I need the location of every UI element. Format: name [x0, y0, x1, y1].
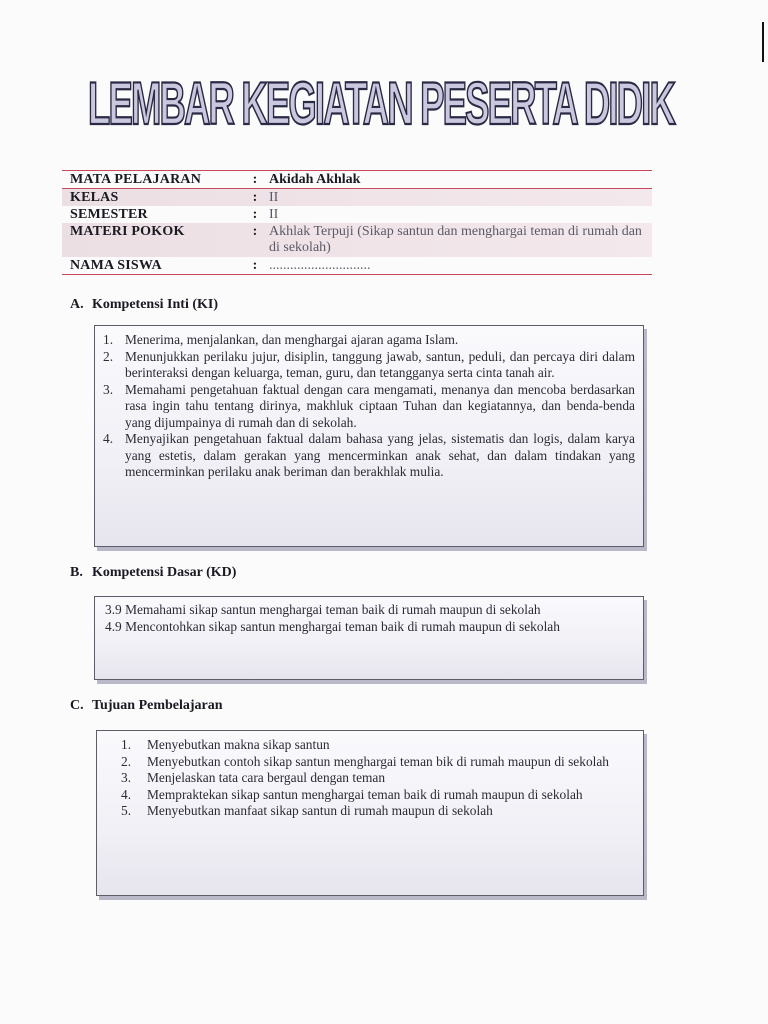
- item-number: 2.: [103, 348, 114, 364]
- item-text: Menyebutkan manfaat sikap santun di rumah maupun di sekolah: [147, 803, 493, 818]
- identity-table: [62, 170, 652, 275]
- identity-value: II: [269, 207, 279, 222]
- list-item: [121, 803, 633, 820]
- page-title: [86, 62, 678, 142]
- item-text: Menyajikan pengetahuan faktual dalam bahasa yang jelas, sistematis dan logis, dalam karya yang estetis, dalam gerakan yang mencerminkan anak sehat, dan dalam tindakan yang mencerminkan perilaku anak beriman dan berakhlak mulia.: [125, 431, 635, 479]
- identity-row-materi-pokok: [62, 223, 652, 257]
- item-number: 4.: [121, 786, 132, 802]
- section-title: Kompetensi Inti (KI): [92, 297, 218, 312]
- kd-item: 4.9 Mencontohkan sikap santun menghargai teman baik di rumah maupun di sekolah: [105, 618, 560, 634]
- item-number: 1.: [121, 737, 132, 752]
- section-heading-tp: [70, 698, 223, 714]
- identity-row-nama-siswa: [62, 257, 652, 275]
- section-title: Kompetensi Dasar (KD): [92, 565, 237, 580]
- section-letter: B.: [70, 565, 83, 580]
- item-text: Menjelaskan tata cara bergaul dengan teman: [147, 770, 386, 785]
- page-title-graphic: [86, 62, 678, 142]
- list-item: [103, 332, 635, 349]
- identity-colon: :: [252, 172, 258, 187]
- item-text: Menyebutkan makna sikap santun: [147, 737, 330, 752]
- identity-key: NAMA SISWA: [70, 258, 162, 273]
- identity-colon: :: [252, 207, 258, 222]
- section-heading-kd: [70, 565, 236, 581]
- identity-colon: :: [252, 224, 258, 239]
- name-blank: .............................: [269, 258, 371, 273]
- identity-colon: :: [252, 190, 258, 205]
- list-item: [103, 382, 635, 432]
- ki-list: [103, 332, 635, 481]
- tp-list: [121, 737, 633, 820]
- identity-key: MATA PELAJARAN: [70, 172, 202, 187]
- section-heading-ki: [70, 297, 218, 313]
- kd-item: 3.9 Memahami sikap santun menghargai teman baik di rumah maupun di sekolah: [105, 602, 541, 617]
- item-text: Menerima, menjalankan, dan menghargai ajaran agama Islam.: [125, 332, 459, 347]
- identity-key: KELAS: [70, 190, 119, 205]
- kd-box: [94, 596, 644, 680]
- section-letter: C.: [70, 698, 84, 713]
- list-item: [121, 754, 633, 771]
- item-number: 4.: [103, 431, 114, 446]
- section-letter: A.: [70, 297, 84, 312]
- list-item: [121, 737, 633, 754]
- item-text: Mempraktekan sikap santun menghargai teman baik di rumah maupun di sekolah: [147, 786, 583, 802]
- identity-key: MATERI POKOK: [70, 224, 185, 239]
- identity-row-mata-pelajaran: [62, 170, 652, 188]
- item-text: Menunjukkan perilaku jujur, disiplin, tanggung jawab, santun, peduli, dan percaya diri dalam berinteraksi dengan keluarga, teman, guru, dan tetangganya serta cinta tanah air.: [125, 348, 635, 380]
- list-item: [103, 349, 635, 382]
- section-title: Tujuan Pembelajaran: [92, 698, 223, 713]
- identity-row-kelas: [62, 188, 652, 206]
- identity-colon: :: [252, 258, 258, 273]
- tp-box: [96, 730, 644, 896]
- item-number: 3.: [103, 381, 114, 397]
- item-text: Memahami pengetahuan faktual dengan cara mengamati, menanya dan mencoba berdasarkan rasa ingin tahu tentang dirinya, makhluk ciptaan Tuhan dan kegiatannya, dan benda-benda yang dijumpainya di rumah dan di sekolah.: [125, 381, 635, 430]
- item-number: 1.: [103, 332, 114, 347]
- page-title-text: LEMBAR KEGIATAN PESERTA DIDIK: [88, 70, 676, 137]
- identity-value: Akidah Akhlak: [269, 172, 361, 187]
- item-number: 3.: [121, 770, 132, 785]
- ki-box: [94, 325, 644, 547]
- list-item: [121, 787, 633, 804]
- identity-value: Akhlak Terpuji (Sikap santun dan menghargai teman di rumah dan di sekolah): [269, 224, 642, 255]
- item-text: Menyebutkan contoh sikap santun menghargai teman bik di rumah maupun di sekolah: [147, 753, 610, 769]
- list-item: [121, 770, 633, 787]
- identity-value: II: [269, 190, 279, 205]
- identity-row-semester: [62, 206, 652, 223]
- list-item: [103, 431, 635, 481]
- identity-key: SEMESTER: [70, 207, 148, 222]
- item-number: 5.: [121, 803, 132, 818]
- scan-edge-mark: [762, 22, 764, 62]
- item-number: 2.: [121, 753, 132, 769]
